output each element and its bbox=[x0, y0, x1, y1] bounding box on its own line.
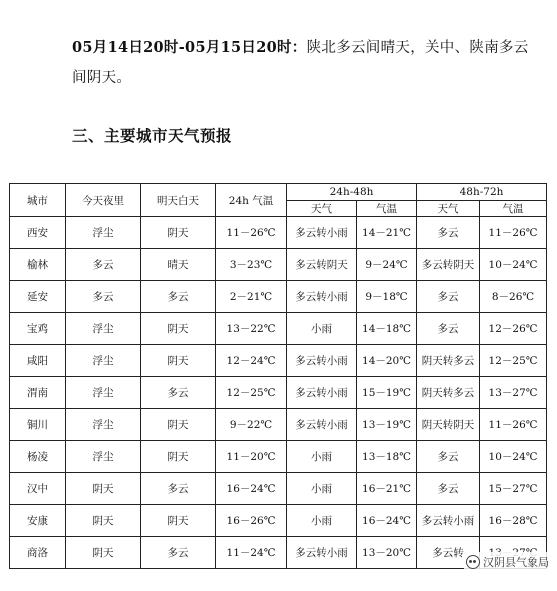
cell-weather-48h: 小雨 bbox=[287, 505, 357, 537]
cell-weather-48h: 多云转小雨 bbox=[287, 345, 357, 377]
table-row bbox=[10, 345, 547, 377]
cell-temp-24h: 16－26℃ bbox=[216, 505, 287, 537]
table-row bbox=[10, 505, 547, 537]
cell-tonight: 多云 bbox=[66, 281, 141, 313]
cell-weather-72h: 阴天转多云 bbox=[417, 377, 480, 409]
cell-city: 杨凌 bbox=[10, 441, 66, 473]
cell-temp-24h: 11－26℃ bbox=[216, 217, 287, 249]
cell-weather-72h: 多云 bbox=[417, 313, 480, 345]
cell-tomorrow: 阴天 bbox=[141, 345, 216, 377]
header-temp-48: 气温 bbox=[357, 201, 417, 217]
cell-temp-72h: 12－25℃ bbox=[480, 345, 547, 377]
header-group-24-48h: 24h-48h bbox=[287, 184, 417, 201]
cell-temp-48h: 14－18℃ bbox=[357, 313, 417, 345]
cell-temp-72h: 15－27℃ bbox=[480, 473, 547, 505]
cell-temp-72h: 16－28℃ bbox=[480, 505, 547, 537]
header-tonight: 今天夜里 bbox=[66, 184, 141, 217]
cell-city: 商洛 bbox=[10, 537, 66, 569]
cell-city: 延安 bbox=[10, 281, 66, 313]
cell-weather-72h: 多云转小雨 bbox=[417, 505, 480, 537]
wechat-icon bbox=[466, 555, 480, 569]
cell-tonight: 阴天 bbox=[66, 537, 141, 569]
cell-temp-48h: 13－19℃ bbox=[357, 409, 417, 441]
cell-tomorrow: 阴天 bbox=[141, 409, 216, 441]
cell-weather-48h: 多云转小雨 bbox=[287, 537, 357, 569]
cell-tonight: 阴天 bbox=[66, 473, 141, 505]
cell-temp-24h: 12－24℃ bbox=[216, 345, 287, 377]
cell-temp-72h: 8－26℃ bbox=[480, 281, 547, 313]
cell-tonight: 浮尘 bbox=[66, 377, 141, 409]
cell-temp-72h: 11－26℃ bbox=[480, 409, 547, 441]
watermark-text: 汉阴县气象局 bbox=[483, 556, 549, 569]
cell-temp-48h: 16－24℃ bbox=[357, 505, 417, 537]
cell-temp-72h: 10－24℃ bbox=[480, 441, 547, 473]
cell-weather-72h: 多云转阴天 bbox=[417, 249, 480, 281]
table-row bbox=[10, 217, 547, 249]
cell-weather-48h: 小雨 bbox=[287, 473, 357, 505]
cell-city: 榆林 bbox=[10, 249, 66, 281]
cell-tonight: 浮尘 bbox=[66, 345, 141, 377]
table-row bbox=[10, 409, 547, 441]
cell-temp-24h: 16－24℃ bbox=[216, 473, 287, 505]
table-row bbox=[10, 313, 547, 345]
cell-city: 安康 bbox=[10, 505, 66, 537]
cell-temp-72h: 12－26℃ bbox=[480, 313, 547, 345]
cell-weather-72h: 多云 bbox=[417, 441, 480, 473]
cell-temp-24h: 2－21℃ bbox=[216, 281, 287, 313]
header-weather-72: 天气 bbox=[417, 201, 480, 217]
cell-weather-48h: 小雨 bbox=[287, 441, 357, 473]
cell-weather-72h: 多云 bbox=[417, 281, 480, 313]
cell-weather-48h: 多云转小雨 bbox=[287, 377, 357, 409]
header-city: 城市 bbox=[10, 184, 66, 217]
cell-weather-48h: 多云转小雨 bbox=[287, 409, 357, 441]
cell-tonight: 多云 bbox=[66, 249, 141, 281]
cell-temp-48h: 9－24℃ bbox=[357, 249, 417, 281]
cell-weather-48h: 小雨 bbox=[287, 313, 357, 345]
cell-weather-48h: 多云转小雨 bbox=[287, 281, 357, 313]
cell-tomorrow: 阴天 bbox=[141, 217, 216, 249]
header-group-48-72h: 48h-72h bbox=[417, 184, 547, 201]
cell-temp-72h: 10－24℃ bbox=[480, 249, 547, 281]
cell-temp-24h: 11－24℃ bbox=[216, 537, 287, 569]
section-heading: 三、主要城市天气预报 bbox=[72, 126, 233, 145]
cell-temp-24h: 9－22℃ bbox=[216, 409, 287, 441]
cell-weather-72h: 多云 bbox=[417, 473, 480, 505]
wechat-watermark bbox=[464, 552, 551, 572]
cell-city: 铜川 bbox=[10, 409, 66, 441]
cell-weather-72h: 多云 bbox=[417, 217, 480, 249]
cell-temp-48h: 13－20℃ bbox=[357, 537, 417, 569]
cell-tomorrow: 多云 bbox=[141, 473, 216, 505]
cell-city: 西安 bbox=[10, 217, 66, 249]
cell-tonight: 浮尘 bbox=[66, 441, 141, 473]
forecast-paragraph bbox=[72, 33, 542, 93]
cell-temp-48h: 14－21℃ bbox=[357, 217, 417, 249]
cell-tomorrow: 阴天 bbox=[141, 505, 216, 537]
header-weather-48: 天气 bbox=[287, 201, 357, 217]
city-weather-table bbox=[9, 183, 547, 569]
cell-tomorrow: 阴天 bbox=[141, 441, 216, 473]
cell-temp-48h: 15－19℃ bbox=[357, 377, 417, 409]
cell-temp-24h: 12－25℃ bbox=[216, 377, 287, 409]
forecast-period: 05月14日20时-05月15日20时： bbox=[72, 39, 307, 56]
cell-temp-72h: 13－27℃ bbox=[480, 377, 547, 409]
cell-tonight: 阴天 bbox=[66, 505, 141, 537]
cell-temp-48h: 9－18℃ bbox=[357, 281, 417, 313]
cell-city: 咸阳 bbox=[10, 345, 66, 377]
table-row bbox=[10, 281, 547, 313]
cell-temp-24h: 13－22℃ bbox=[216, 313, 287, 345]
cell-tonight: 浮尘 bbox=[66, 409, 141, 441]
cell-temp-48h: 13－18℃ bbox=[357, 441, 417, 473]
cell-weather-72h: 阴天转阴天 bbox=[417, 409, 480, 441]
cell-city: 宝鸡 bbox=[10, 313, 66, 345]
cell-tonight: 浮尘 bbox=[66, 217, 141, 249]
header-tomorrow-day: 明天白天 bbox=[141, 184, 216, 217]
cell-tomorrow: 阴天 bbox=[141, 313, 216, 345]
table-row bbox=[10, 473, 547, 505]
cell-weather-72h: 阴天转多云 bbox=[417, 345, 480, 377]
header-row-1 bbox=[10, 184, 547, 201]
cell-tomorrow: 多云 bbox=[141, 377, 216, 409]
table-row bbox=[10, 441, 547, 473]
cell-weather-72h: 多云转 bbox=[417, 537, 480, 569]
header-temp-24h: 24h 气温 bbox=[216, 184, 287, 217]
cell-tonight: 浮尘 bbox=[66, 313, 141, 345]
cell-tomorrow: 多云 bbox=[141, 281, 216, 313]
header-temp-72: 气温 bbox=[480, 201, 547, 217]
table-row bbox=[10, 377, 547, 409]
cell-tomorrow: 晴天 bbox=[141, 249, 216, 281]
cell-tomorrow: 多云 bbox=[141, 537, 216, 569]
cell-city: 汉中 bbox=[10, 473, 66, 505]
cell-city: 渭南 bbox=[10, 377, 66, 409]
cell-weather-48h: 多云转小雨 bbox=[287, 217, 357, 249]
cell-weather-48h: 多云转阴天 bbox=[287, 249, 357, 281]
forecast-text: 陕北多云间晴天，关中、陕南多云间阴天。 bbox=[72, 40, 529, 86]
cell-temp-24h: 3－23℃ bbox=[216, 249, 287, 281]
cell-temp-48h: 14－20℃ bbox=[357, 345, 417, 377]
table-row bbox=[10, 249, 547, 281]
cell-temp-48h: 16－21℃ bbox=[357, 473, 417, 505]
cell-temp-24h: 11－20℃ bbox=[216, 441, 287, 473]
cell-temp-72h: 11－26℃ bbox=[480, 217, 547, 249]
